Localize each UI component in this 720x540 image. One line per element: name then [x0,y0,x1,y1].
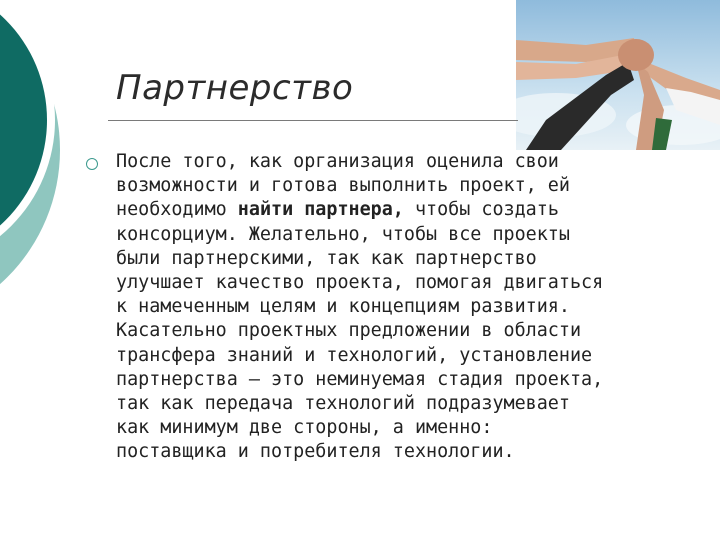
hollow-circle-bullet-icon [86,158,98,170]
body-paragraph [116,150,656,465]
body-line: улучшает качество проекта, помогая двигаться [116,272,604,294]
body-line: партнерства — это неминуемая стадия проекта, [116,368,604,390]
decorative-teal-circles [0,0,80,300]
bold-phrase: найти партнера, [237,199,404,221]
body-line: как минимум две стороны, а именно: [116,417,493,439]
body-line: поставщика и потребителя технологии. [116,441,515,463]
body-line: консорциум. Желательно, чтобы все проекты [116,223,570,245]
body-line [116,198,656,222]
body-line-text: необходимо [116,199,238,221]
body-line: были партнерскими, так как партнерство [116,247,537,269]
body-line: трансфера знаний и технологий, установление [116,344,593,366]
body-line: Касательно проектных предложении в области [116,320,582,342]
body-line: После того, как организация оценила свои [116,151,559,172]
hands-together-photo [516,0,720,150]
body-line: так как передача технологий подразумевает [116,393,570,415]
body-line: к намеченным целям и концепциям развития. [116,296,570,318]
title-divider [108,120,518,121]
slide-title: Партнерство [116,68,354,108]
body-line-text: чтобы создать [403,199,559,221]
dark-teal-circle [0,0,47,262]
white-ring [0,0,55,270]
body-line: возможности и готова выполнить проект, ей [116,175,570,197]
light-teal-circle [0,0,60,300]
